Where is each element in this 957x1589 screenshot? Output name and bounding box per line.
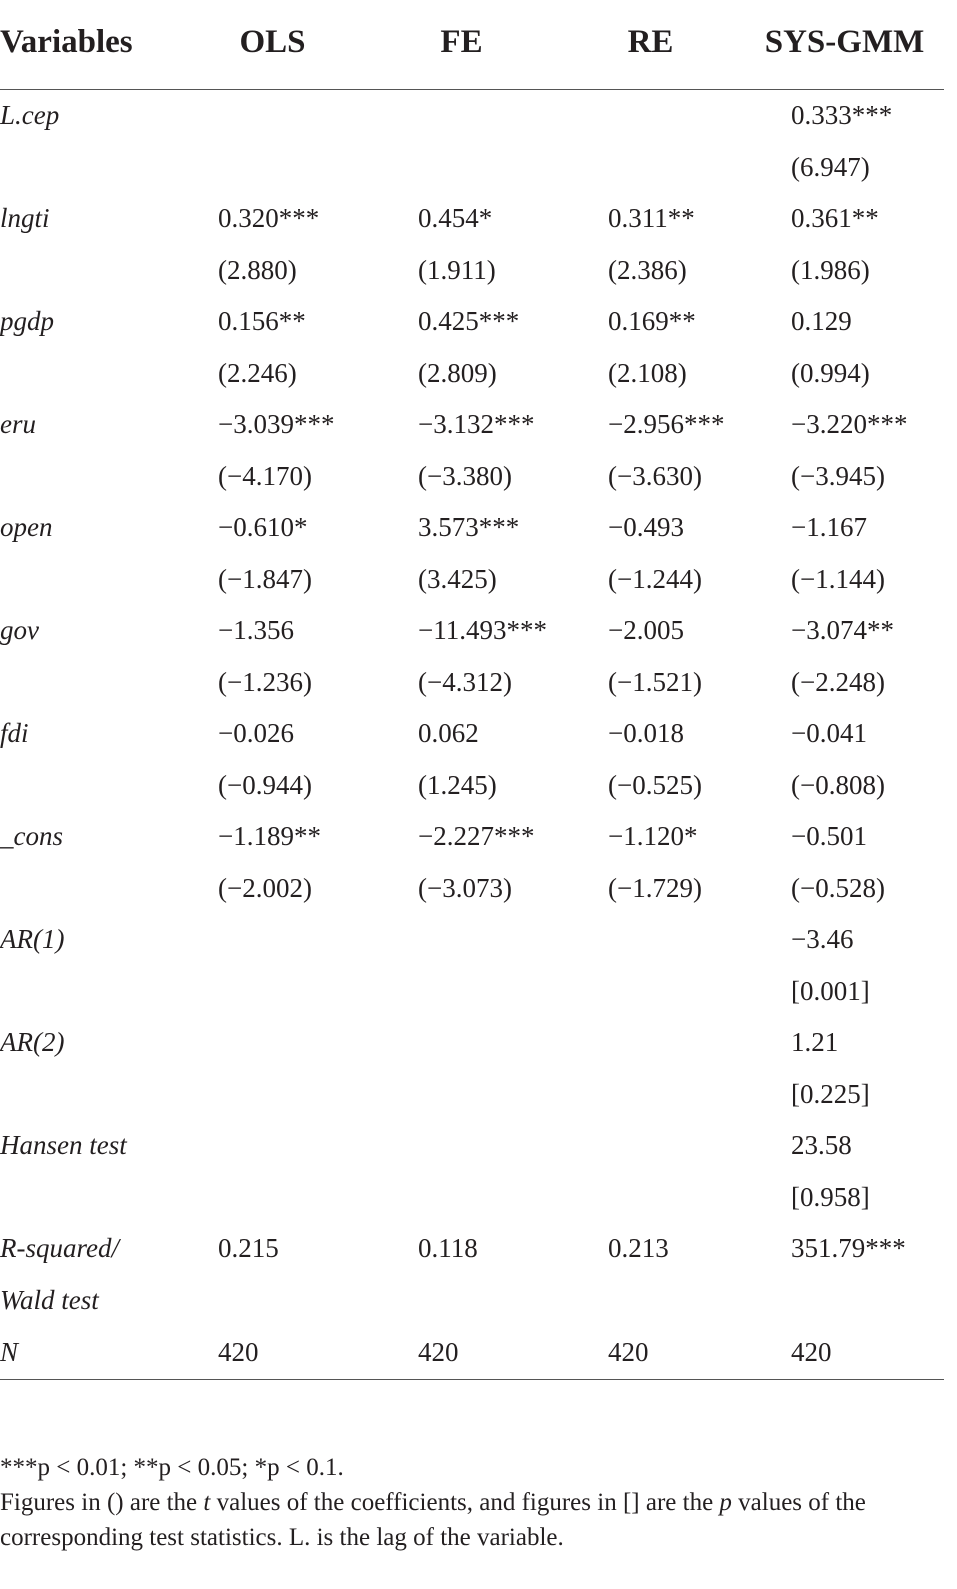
cell-fe: −2.227*** (418, 821, 535, 852)
table-row (0, 502, 944, 554)
cell-fe (367, 914, 556, 966)
header-ols: OLS (178, 0, 367, 90)
table-row (0, 193, 944, 245)
cell-sys-gmm: [0.225] (791, 1078, 870, 1109)
table-row (0, 657, 944, 709)
cell-fe (367, 90, 556, 142)
cell-variable (0, 1069, 178, 1121)
cell-fe: 0.425*** (418, 306, 520, 337)
cell-fe (367, 966, 556, 1018)
cell-fe: 0.062 (418, 718, 479, 749)
cell-fe (367, 142, 556, 194)
table-row (0, 760, 944, 812)
table-row (0, 1223, 944, 1275)
cell-sys-gmm: −3.074** (791, 615, 894, 646)
cell-variable: R-squared/ (0, 1233, 119, 1264)
cell-re: 0.169** (608, 306, 696, 337)
table-row (0, 1120, 944, 1172)
cell-sys-gmm: (1.986) (791, 254, 870, 285)
cell-sys-gmm: −0.501 (791, 821, 867, 852)
cell-ols: 420 (178, 1326, 367, 1380)
cell-variable: AR(1) (0, 924, 65, 955)
table-footnotes (0, 1450, 944, 1555)
cell-ols: (−4.170) (218, 460, 312, 491)
cell-variable (0, 863, 178, 915)
cell-re (556, 1172, 745, 1224)
cell-ols (178, 1172, 367, 1224)
cell-variable: gov (0, 615, 39, 646)
cell-variable: L.cep (0, 100, 60, 131)
table-row (0, 90, 944, 142)
table-row (0, 142, 944, 194)
cell-variable (0, 451, 178, 503)
cell-re (556, 1120, 745, 1172)
header-fe: FE (367, 0, 556, 90)
cell-ols (178, 142, 367, 194)
header-variables: Variables (0, 0, 178, 90)
table-row (0, 1326, 944, 1380)
cell-re: −2.956*** (608, 409, 725, 440)
cell-sys-gmm: 0.333*** (791, 100, 893, 131)
cell-re: −0.018 (608, 718, 684, 749)
table-row (0, 811, 944, 863)
cell-sys-gmm: (6.947) (791, 151, 870, 182)
cell-re: −2.005 (608, 615, 684, 646)
cell-re: −0.493 (608, 512, 684, 543)
cell-sys-gmm: 0.129 (791, 306, 852, 337)
cell-ols (178, 1017, 367, 1069)
cell-sys-gmm: (−0.808) (791, 769, 885, 800)
cell-sys-gmm: (0.994) (791, 357, 870, 388)
table-row (0, 296, 944, 348)
cell-fe: 0.118 (418, 1233, 478, 1264)
cell-fe: (1.911) (418, 254, 496, 285)
table-row (0, 1172, 944, 1224)
table-row (0, 348, 944, 400)
cell-fe: (3.425) (418, 563, 497, 594)
cell-sys-gmm: −3.46 (791, 924, 854, 955)
cell-ols: 0.320*** (218, 203, 320, 234)
cell-ols: 0.156** (218, 306, 306, 337)
table-row (0, 708, 944, 760)
cell-ols: −1.189** (218, 821, 321, 852)
cell-sys-gmm: (−1.144) (791, 563, 885, 594)
cell-sys-gmm: −0.041 (791, 718, 867, 749)
cell-ols: (−2.002) (218, 872, 312, 903)
table-row (0, 914, 944, 966)
cell-variable (0, 760, 178, 812)
cell-sys-gmm: 1.21 (791, 1027, 839, 1058)
cell-fe (367, 1069, 556, 1121)
table-row (0, 1017, 944, 1069)
cell-ols: −0.610* (218, 512, 308, 543)
cell-re: (−3.630) (608, 460, 702, 491)
cell-variable (0, 245, 178, 297)
cell-fe: 420 (367, 1326, 556, 1380)
table-row (0, 451, 944, 503)
cell-variable (0, 657, 178, 709)
table-body (0, 90, 944, 1380)
cell-sys-gmm: 420 (745, 1326, 944, 1380)
cell-re (556, 1069, 745, 1121)
cell-ols (178, 1120, 367, 1172)
cell-ols: −0.026 (218, 718, 294, 749)
cell-fe: 0.454* (418, 203, 493, 234)
cell-re (556, 142, 745, 194)
cell-ols: −3.039*** (218, 409, 335, 440)
cell-sys-gmm: [0.958] (791, 1181, 870, 1212)
cell-ols: (−0.944) (218, 769, 312, 800)
cell-variable: lngti (0, 203, 50, 234)
table-row (0, 863, 944, 915)
cell-re (556, 1017, 745, 1069)
cell-fe (367, 1017, 556, 1069)
cell-variable (0, 554, 178, 606)
cell-ols: (2.246) (218, 357, 297, 388)
cell-ols: (−1.847) (218, 563, 312, 594)
table-row (0, 605, 944, 657)
cell-sys-gmm: [0.001] (791, 975, 870, 1006)
cell-re: 420 (556, 1326, 745, 1380)
table-row (0, 1275, 944, 1327)
cell-variable (0, 966, 178, 1018)
cell-re: (−1.244) (608, 563, 702, 594)
table-row (0, 554, 944, 606)
cell-sys-gmm: (−2.248) (791, 666, 885, 697)
table-row (0, 245, 944, 297)
cell-sys-gmm: (−0.528) (791, 872, 885, 903)
significance-note: ***p < 0.01; **p < 0.05; *p < 0.1. (0, 1454, 344, 1481)
cell-fe: (2.809) (418, 357, 497, 388)
cell-ols: (−1.236) (218, 666, 312, 697)
cell-re: 0.213 (608, 1233, 669, 1264)
cell-variable: pgdp (0, 306, 54, 337)
cell-re (556, 1275, 745, 1327)
cell-variable (0, 142, 178, 194)
cell-fe: −3.132*** (418, 409, 535, 440)
cell-ols (178, 966, 367, 1018)
cell-ols (178, 90, 367, 142)
cell-sys-gmm: −3.220*** (791, 409, 908, 440)
cell-re: (−1.729) (608, 872, 702, 903)
cell-sys-gmm: 23.58 (791, 1130, 852, 1161)
cell-fe: (−3.073) (418, 872, 512, 903)
cell-re: 0.311** (608, 203, 695, 234)
cell-variable (0, 348, 178, 400)
table-row (0, 399, 944, 451)
cell-fe: (1.245) (418, 769, 497, 800)
cell-variable: AR(2) (0, 1027, 65, 1058)
cell-re: (2.108) (608, 357, 687, 388)
cell-variable: Hansen test (0, 1130, 127, 1161)
cell-re (556, 966, 745, 1018)
header-row (0, 0, 944, 90)
cell-fe (367, 1275, 556, 1327)
table-row (0, 966, 944, 1018)
cell-ols: −1.356 (218, 615, 294, 646)
explanation-note: Figures in () are the t values of the coefficients, and figures in [] are the p values of the corresponding test statistics. L. is the lag of the variable. (0, 1489, 866, 1551)
cell-fe: (−3.380) (418, 460, 512, 491)
cell-re (556, 914, 745, 966)
cell-re: (−1.521) (608, 666, 702, 697)
cell-fe: −11.493*** (418, 615, 547, 646)
cell-re (556, 90, 745, 142)
cell-ols (178, 1275, 367, 1327)
header-sys-gmm: SYS-GMM (745, 0, 944, 90)
cell-fe (367, 1172, 556, 1224)
table-row (0, 1069, 944, 1121)
cell-variable: _cons (0, 821, 63, 852)
cell-variable: Wald test (0, 1284, 99, 1315)
cell-re: (2.386) (608, 254, 687, 285)
cell-ols (178, 914, 367, 966)
cell-variable (0, 1172, 178, 1224)
header-re: RE (556, 0, 745, 90)
cell-sys-gmm: −1.167 (791, 512, 867, 543)
cell-ols: (2.880) (218, 254, 297, 285)
cell-variable: fdi (0, 718, 29, 749)
cell-fe: 3.573*** (418, 512, 520, 543)
cell-sys-gmm: (−3.945) (791, 460, 885, 491)
cell-re: (−0.525) (608, 769, 702, 800)
cell-sys-gmm (745, 1275, 944, 1327)
cell-fe (367, 1120, 556, 1172)
cell-sys-gmm: 351.79*** (791, 1233, 906, 1264)
cell-re: −1.120* (608, 821, 698, 852)
cell-fe: (−4.312) (418, 666, 512, 697)
cell-ols: 0.215 (218, 1233, 279, 1264)
cell-variable: open (0, 512, 53, 543)
cell-variable: eru (0, 409, 36, 440)
cell-sys-gmm: 0.361** (791, 203, 879, 234)
cell-ols (178, 1069, 367, 1121)
cell-variable: N (0, 1326, 178, 1380)
